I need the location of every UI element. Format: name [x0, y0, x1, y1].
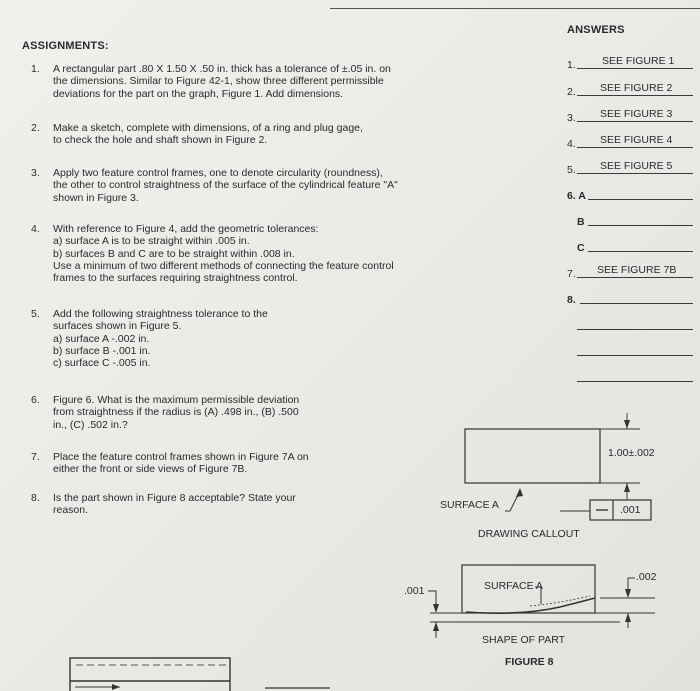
question-number: 3.	[31, 167, 40, 179]
question-number: 4.	[31, 223, 40, 235]
surface-a-label: SURFACE A	[440, 499, 499, 511]
answer-label: 6. A	[567, 190, 586, 202]
question-line: b) surfaces B and C are to be straight within .008 in.	[53, 247, 295, 260]
question-number: 2.	[31, 122, 40, 134]
question-line: Add the following straightness tolerance to the	[53, 308, 268, 320]
question-number: 5.	[31, 308, 40, 320]
dimension-label: 1.00±.002	[608, 447, 655, 459]
question-line: Figure 6. What is the maximum permissible deviation	[53, 394, 300, 406]
question-line: reason.	[53, 504, 89, 517]
question-line: A rectangular part .80 X 1.50 X .50 in. thick has a tolerance of ±.05 in. on	[53, 63, 391, 75]
question-line: frames to the surfaces requiring straightness control.	[53, 272, 298, 285]
question-number: 6.	[31, 394, 40, 406]
question-line: the dimensions. Similar to Figure 42-1, show three different permissible	[53, 75, 384, 88]
question-line: from straightness if the radius is (A) .498 in., (B) .500	[53, 406, 299, 419]
deviation-leader	[628, 578, 635, 590]
question-line: the other to control straightness of the surface of the cylindrical feature "A"	[53, 179, 398, 192]
question-line: c) surface C -.005 in.	[53, 357, 151, 370]
question-line: With reference to Figure 4, add the geometric tolerances:	[53, 223, 319, 235]
question-number: 8.	[31, 492, 40, 504]
arrowhead	[112, 684, 120, 690]
answer-label: 4.	[567, 138, 576, 150]
answer-label: 5.	[567, 164, 576, 176]
frame-tolerance-value: .001	[620, 504, 641, 516]
deviation-leader	[428, 591, 436, 604]
arrowhead	[433, 622, 439, 631]
question-line: Apply two feature control frames, one to denote circularity (roundness),	[53, 167, 383, 179]
right-deviation-value: .002	[636, 571, 657, 583]
arrowhead	[516, 488, 523, 497]
answer-value: SEE FIGURE 2	[600, 82, 673, 94]
question-line: either the front or side views of Figure 7B.	[53, 463, 248, 476]
answer-label: 7.	[567, 268, 576, 280]
answers-title: ANSWERS	[567, 24, 625, 36]
arrowhead	[624, 420, 630, 429]
question-line: Use a minimum of two different methods of connecting the feature control	[53, 259, 394, 272]
question-line: a) surface A is to be straight within .005 in.	[53, 235, 250, 248]
answer-label: 8.	[567, 294, 576, 306]
shape-surface-a-label: SURFACE A	[484, 580, 543, 592]
answer-value: SEE FIGURE 1	[602, 55, 675, 67]
answer-value: SEE FIGURE 4	[600, 134, 673, 146]
question-number: 1.	[31, 63, 40, 75]
question-line: Is the part shown in Figure 8 acceptable? State your	[53, 492, 296, 504]
arrowhead	[433, 604, 439, 613]
answer-label: 1.	[567, 59, 576, 71]
answer-value: SEE FIGURE 3	[600, 108, 673, 120]
assignments-title: ASSIGNMENTS:	[22, 40, 109, 52]
answer-label: C	[577, 242, 585, 254]
question-line: deviations for the part on the graph, Figure 1. Add dimensions.	[53, 87, 344, 100]
arrowhead	[624, 483, 630, 492]
answer-label: 3.	[567, 112, 576, 124]
answer-value: SEE FIGURE 7B	[597, 264, 677, 276]
question-line: surfaces shown in Figure 5.	[53, 320, 182, 333]
answer-label: 2.	[567, 86, 576, 98]
drawing-callout-caption: DRAWING CALLOUT	[478, 528, 580, 540]
question-line: Place the feature control frames shown in Figure 7A on	[53, 451, 309, 463]
left-deviation-value: .001	[404, 585, 425, 597]
arrowhead	[625, 589, 631, 598]
figure-8-caption: FIGURE 8	[505, 656, 554, 668]
arrowhead	[625, 613, 631, 622]
drawing-callout-rectangle	[465, 429, 600, 483]
question-line: to check the hole and shaft shown in Figure 2.	[53, 134, 268, 147]
question-line: Make a sketch, complete with dimensions, of a ring and plug gage,	[53, 122, 363, 134]
question-line: in., (C) .502 in.?	[53, 418, 128, 431]
shape-of-part-caption: SHAPE OF PART	[482, 634, 566, 646]
question-line: b) surface B -.001 in.	[53, 344, 151, 357]
answer-label: B	[577, 216, 585, 228]
question-line: shown in Figure 3.	[53, 191, 139, 204]
question-line: a) surface A -.002 in.	[53, 332, 150, 345]
question-number: 7.	[31, 451, 40, 463]
answer-value: SEE FIGURE 5	[600, 160, 673, 172]
partial-figure-rectangle	[70, 658, 230, 691]
